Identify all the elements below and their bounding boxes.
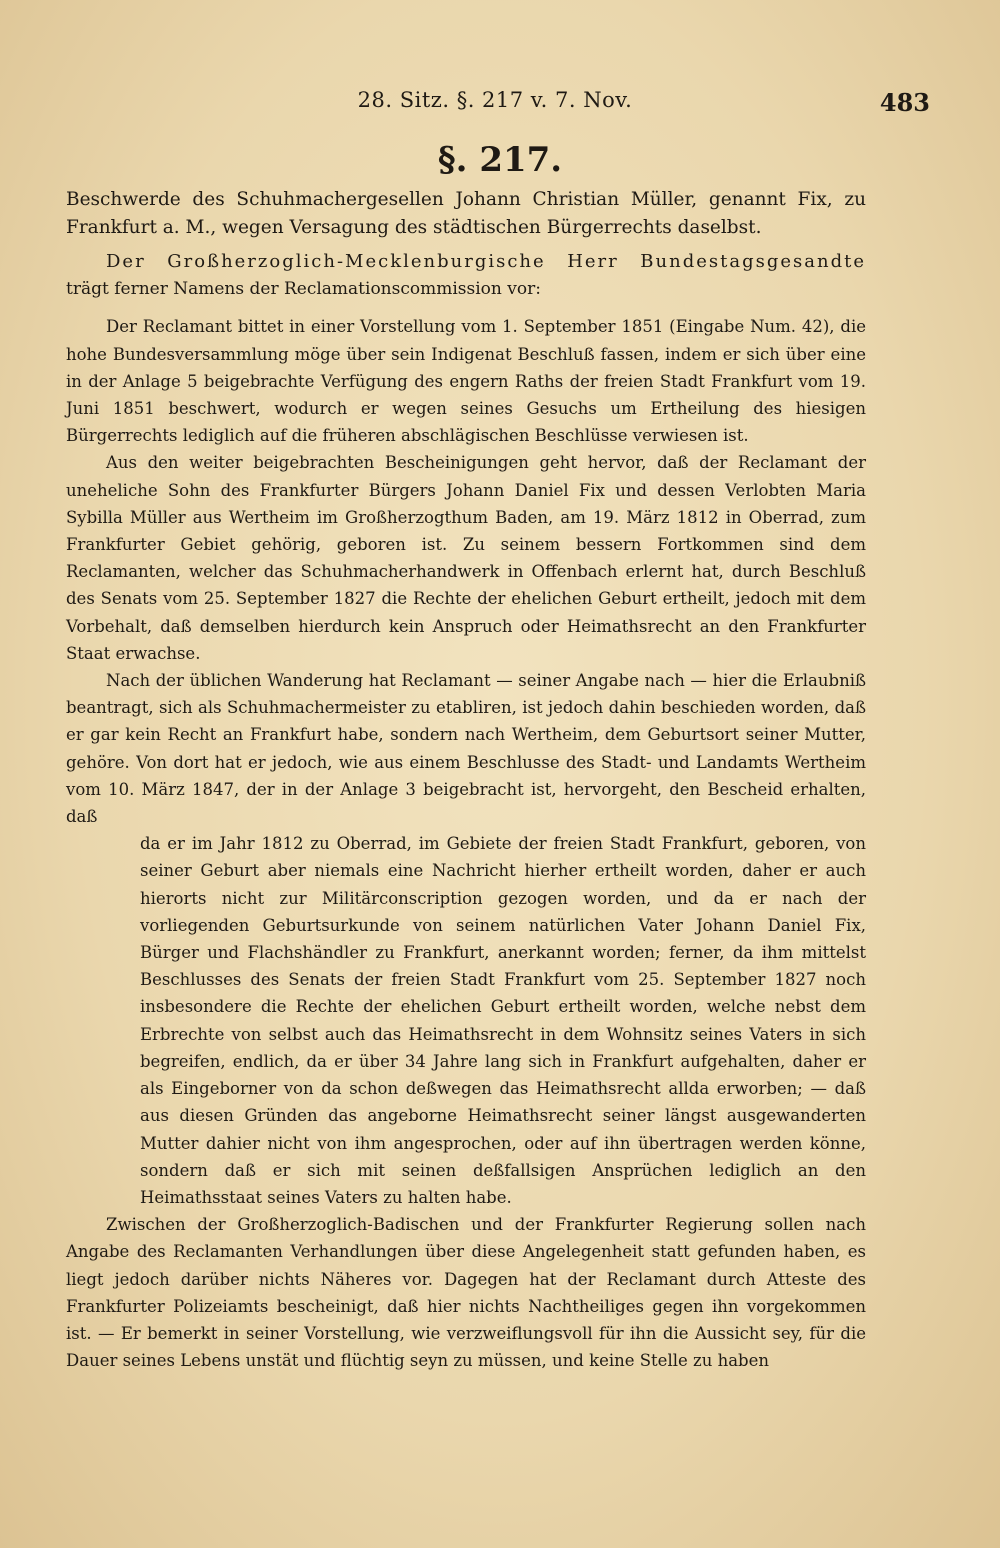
running-header bbox=[60, 88, 930, 128]
page-number: 483 bbox=[879, 88, 930, 117]
intro-paragraph bbox=[66, 248, 866, 303]
paragraph-3: Nach der üblichen Wanderung hat Reclamant — seiner Angabe nach — hier die Erlaubniß beantragt, sich als Schuhmachermeister zu etabliren, ist jedoch dahin beschieden worden, daß er gar kein Recht an Frankfurt habe, sondern nach Wertheim, dem Geburtsort seiner Mutter, gehöre. Von dort hat er jedoch, wie aus einem Beschlusse des Stadt- und Landamts Wertheim vom 10. März 1847, der in der Anlage 3 beigebracht ist, hervorgeht, den Bescheid erhalten, daß bbox=[66, 671, 866, 827]
quoted-decision: da er im Jahr 1812 zu Oberrad, im Gebiete der freien Stadt Frankfurt, geboren, von seiner Geburt aber niemals eine Nachricht hierher ertheilt worden, daher er auch hierorts nicht zur Militärconscription gezogen worden, und da er nach der vorliegenden Geburtsurkunde von seinem natürlichen Vater Johann Daniel Fix, Bürger und Flachshändler zu Frankfurt, anerkannt worden; ferner, da ihm mittelst Beschlusses des Senats der freien Stadt Frankfurt vom 25. September 1827 noch insbesondere die Rechte der ehelichen Geburt ertheilt worden, welche nebst dem Erbrechte von selbst auch das Heimathsrecht in dem Wohnsitz seines Vaters in sich begreifen, endlich, da er über 34 Jahre lang sich in Frankfurt aufgehalten, daher er als Eingeborner von da schon deßwegen das Heimathsrecht allda erworben; — daß aus diesen Gründen das angeborne Heimathsrecht seiner längst ausgewanderten Mutter dahier nicht von ihm angesprochen, oder auf ihn übertragen werden könne, sondern daß er sich mit seinen deßfallsigen Ansprüchen lediglich an den Heimathsstaat seines Vaters zu halten habe. bbox=[140, 834, 866, 1207]
intro-rest: trägt ferner Namens der Reclamationscommission vor: bbox=[66, 279, 541, 300]
paragraph-1: Der Reclamant bittet in einer Vorstellung vom 1. September 1851 (Eingabe Num. 42), die hohe Bundesversammlung möge über sein Indigenat Beschluß fassen, indem er sich über eine in der Anlage 5 beigebrachte Verfügung des engern Raths der freien Stadt Frankfurt vom 19. Juni 1851 beschwert, wodurch er wegen seines Gesuchs um Ertheilung des hiesigen Bürgerrechts lediglich auf die früheren abschlägischen Beschlüsse verwiesen ist. bbox=[66, 317, 866, 446]
body-text bbox=[66, 186, 866, 1374]
paragraph-2: Aus den weiter beigebrachten Bescheinigungen geht hervor, daß der Reclamant der uneheliche Sohn des Frankfurter Bürgers Johann Daniel Fix und dessen Verlobten Maria Sybilla Müller aus Wertheim im Großherzogthum Baden, am 19. März 1812 in Oberrad, zum Frankfurter Gebiet gehörig, geboren ist. Zu seinem bessern Fortkommen sind dem Reclamanten, welcher das Schuhmacherhandwerk in Offenbach erlernt hat, durch Beschluß des Senats vom 25. September 1827 die Rechte der ehelichen Geburt ertheilt, jedoch mit dem Vorbehalt, daß demselben hierdurch kein Anspruch oder Heimathsrecht an den Frankfurter Staat erwachse. bbox=[66, 453, 866, 663]
section-heading: §. 217. bbox=[437, 140, 563, 180]
intro-lead: Der Großherzoglich-Mecklenburgische Herr Bundestagsgesandte bbox=[106, 251, 866, 272]
running-title: 28. Sitz. §. 217 v. 7. Nov. bbox=[357, 88, 633, 112]
subject-line: Beschwerde des Schuhmachergesellen Johann Christian Müller, genannt Fix, zu Frankfurt a. M., wegen Versagung des städtischen Bürgerrechts daselbst. bbox=[66, 189, 866, 238]
closing-paragraph: Zwischen der Großherzoglich-Badischen und der Frankfurter Regierung sollen nach Angabe des Reclamanten Verhandlungen über diese Angelegenheit statt gefunden haben, es liegt jedoch darüber nichts Näheres vor. Dagegen hat der Reclamant durch Atteste des Frankfurter Polizeiamts bescheinigt, daß hier nichts Nachtheiliges gegen ihn vorgekommen ist. — Er bemerkt in seiner Vorstellung, wie verzweiflungsvoll für ihn die Aussicht sey, für die Dauer seines Lebens unstät und flüchtig seyn zu müssen, und keine Stelle zu haben bbox=[66, 1215, 866, 1371]
